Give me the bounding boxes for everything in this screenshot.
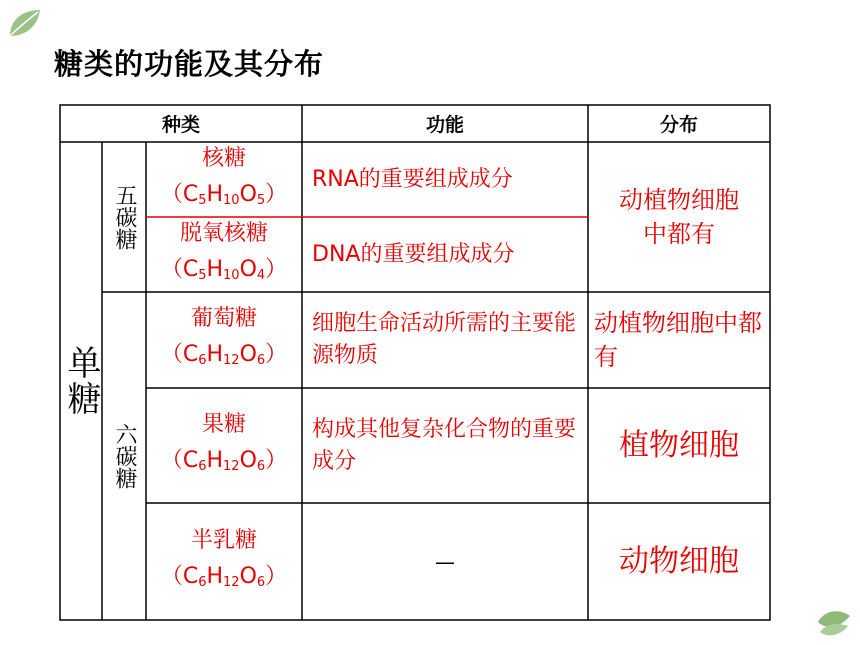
category-label: 单糖 (61, 345, 101, 417)
distribution-cell: 动植物细胞中都有 (594, 309, 762, 371)
sugar-name-cell (146, 217, 302, 292)
sugar-name-cell (146, 503, 302, 620)
sugar-name: 半乳糖 (190, 527, 257, 553)
formula: $(C_5H_{10}O_4)$ (160, 256, 288, 283)
sugar-name-cell (146, 388, 302, 503)
header-distribution: 分布 (659, 114, 698, 136)
distribution-text: 动植物细胞中都有 (619, 186, 739, 248)
group-pentose (102, 142, 146, 292)
function-cell: — (435, 549, 455, 574)
sugar-name-cell (146, 292, 302, 388)
function-cell: 构成其他复杂化合物的重要成分 (312, 416, 577, 474)
distribution-cell: 植物细胞 (619, 427, 739, 463)
function-cell: DNA的重要组成成分 (312, 241, 515, 267)
distribution-cell: 动物细胞 (619, 543, 739, 579)
header-kind: 种类 (161, 114, 200, 136)
sugar-name: 葡萄糖 (190, 306, 257, 331)
sugar-name: 果糖 (201, 411, 246, 437)
distribution-cell (588, 142, 770, 292)
formula: $(C_6H_{12}O_6)$ (160, 447, 288, 474)
formula: $(C_5H_{10}O_5)$ (160, 181, 288, 208)
formula: $(C_6H_{12}O_6)$ (160, 342, 288, 368)
group-label: 五碳糖 (112, 184, 137, 250)
sugar-name: 脱氧核糖 (179, 220, 268, 246)
page-title: 糖类的功能及其分布 (54, 47, 325, 81)
function-cell: RNA的重要组成成分 (312, 166, 513, 192)
sugar-name: 核糖 (201, 145, 246, 171)
group-hexose (102, 292, 146, 620)
formula: $(C_6H_{12}O_6)$ (160, 563, 288, 590)
sugar-name-cell (146, 142, 302, 217)
header-function: 功能 (425, 114, 464, 136)
group-label: 六碳糖 (112, 423, 137, 489)
category-monosaccharide (60, 142, 102, 620)
function-cell: 细胞生命活动所需的主要能源物质 (312, 311, 577, 368)
